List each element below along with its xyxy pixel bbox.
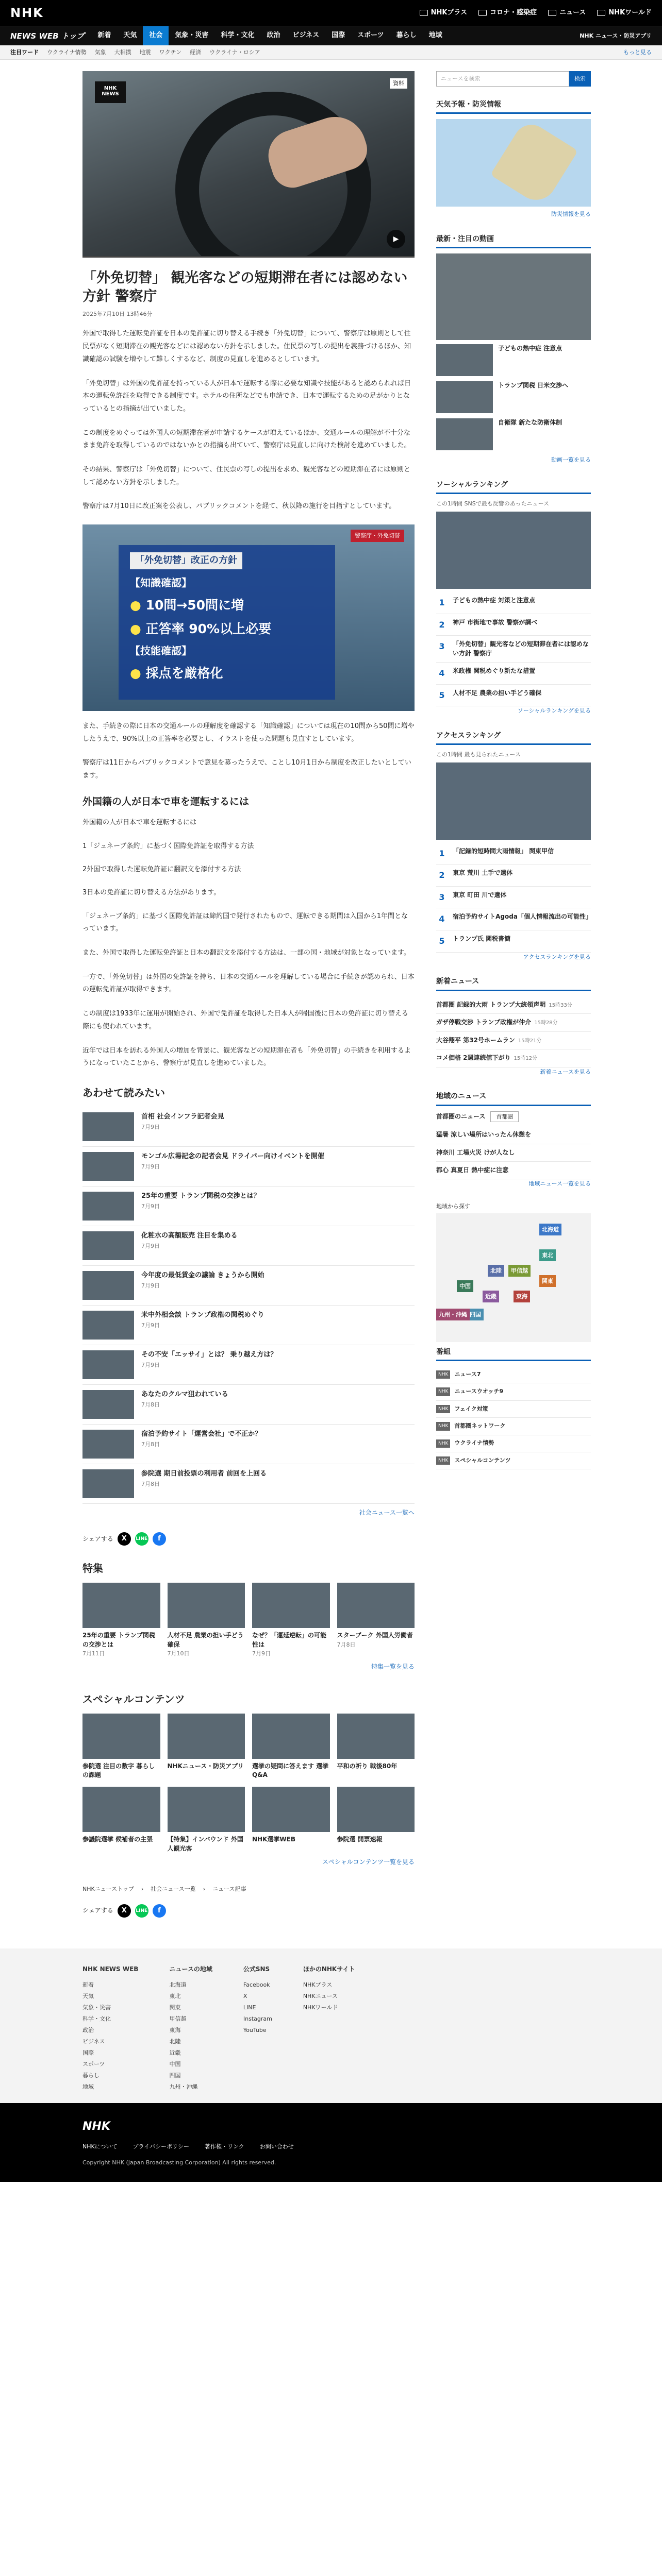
- nav-weather[interactable]: 天気: [123, 31, 137, 40]
- access-heading: アクセスランキング: [436, 729, 591, 745]
- list-item[interactable]: モンゴル広場記念の記者会見 ドライバー向けイベントを開催 7月9日: [82, 1147, 415, 1187]
- hot-word[interactable]: ウクライナ情勢: [47, 48, 87, 56]
- file-photo-badge: 資料: [390, 78, 407, 89]
- thumbnail: [82, 1112, 134, 1141]
- region-chugoku[interactable]: 中国: [457, 1280, 473, 1293]
- hot-word[interactable]: 大相撲: [114, 48, 131, 56]
- article-body: [82, 328, 415, 1070]
- footer-link[interactable]: 東海: [169, 2027, 181, 2034]
- news-item[interactable]: 神奈川 工場火災 けが人なし: [436, 1144, 591, 1162]
- list-item[interactable]: 宿泊予約サイト「運営会社」で不正か？ 7月8日: [82, 1425, 415, 1464]
- main-nav: [0, 26, 662, 45]
- region-kinki[interactable]: 近畿: [483, 1291, 499, 1303]
- local-tabs: [436, 1111, 591, 1123]
- news-item[interactable]: 大谷翔平 第32号ホームラン 15時21分: [436, 1032, 591, 1050]
- hot-word[interactable]: 気象: [94, 48, 106, 56]
- news-item[interactable]: コメ価格 2週連続値下がり 15時12分: [436, 1049, 591, 1067]
- breadcrumb-item[interactable]: 社会ニュース一覧: [151, 1886, 196, 1893]
- infographic-line: ● 採点を厳格化: [130, 665, 223, 681]
- article-paragraph: 警察庁は11日からパブリックコメントで意見を募ったうえで、ことし10月1日から制度を改正したいとしています。: [82, 759, 411, 780]
- nav-science[interactable]: 科学・文化: [221, 31, 255, 40]
- header-link-news[interactable]: ニュース: [548, 8, 586, 19]
- x-share-icon[interactable]: X: [118, 1532, 131, 1546]
- footer-col: NHK NEWS WEB 新着 天気 気象・災害 科学・文化 政治 ビジネス 国際 スポーツ 暮らし 地域: [82, 1963, 138, 2093]
- list-item[interactable]: 今年度の最低賃金の議論 きょうから開始 7月9日: [82, 1266, 415, 1306]
- thumbnail: [168, 1583, 245, 1628]
- article-paragraph: 近年では日本を訪れる外国人の増加を背景に、観光客などの短期滞在者も「外免切替」の手続きを利用するようになっていたことから、警察庁が見直しを進めていました。: [82, 1046, 411, 1067]
- share-label: シェアする: [82, 1907, 113, 1914]
- footer-link[interactable]: NHKについて: [82, 2143, 118, 2150]
- feature-grid: [82, 1583, 415, 1658]
- feature-card[interactable]: なぜ？「運延逆転」の可能性は 7月9日: [252, 1583, 330, 1658]
- new-more-link[interactable]: 新着ニュースを見る: [540, 1068, 591, 1075]
- thumbnail: [82, 1152, 134, 1181]
- footer-link[interactable]: 九州・沖縄: [169, 2083, 198, 2091]
- tv-icon: [420, 10, 428, 16]
- nav-life[interactable]: 暮らし: [396, 31, 417, 40]
- region-kyushu[interactable]: 九州・沖縄: [436, 1309, 470, 1321]
- list-item[interactable]: 米中外相会談 トランプ政権の関税めぐり 7月9日: [82, 1306, 415, 1345]
- special-card[interactable]: 選挙の疑問に答えます 選挙Q&A: [252, 1714, 330, 1780]
- article-date: 2025年7月10日 13時46分: [82, 310, 153, 317]
- program-item[interactable]: NHK ニュース7: [436, 1366, 591, 1383]
- footer-link[interactable]: 近畿: [169, 2049, 181, 2057]
- video-progress[interactable]: [82, 256, 415, 258]
- ranking-item[interactable]: 2 神戸 市街地で事故 警察が調べ: [436, 614, 591, 636]
- program-item[interactable]: NHK スペシャルコンテンツ: [436, 1452, 591, 1469]
- section-line: 2外国で取得した運転免許証に翻訳文を添付する方法: [82, 865, 241, 873]
- nav-international[interactable]: 国際: [332, 31, 345, 40]
- feature-card[interactable]: 人材不足 農業の担い手どう確保 7月10日: [168, 1583, 245, 1658]
- article-paragraph: また、手続きの際に日本の交通ルールの理解度を確認する「知識確認」については現在の10問から50問に増やしたうえで、90%以上の正答率を必要とし、イラストを使った問題も見直すとしています。: [82, 722, 415, 743]
- news-item[interactable]: ガザ停戦交渉 トランプ政権が仲介 15時28分: [436, 1014, 591, 1032]
- weather-more-link[interactable]: 防災情報を見る: [551, 211, 591, 218]
- article-paragraph: 警察庁は7月10日に改正案を公表し、パブリックコメントを経て、秋以降の施行を目指すとしています。: [82, 502, 396, 511]
- globe-icon: [597, 10, 605, 16]
- section-list: [82, 817, 415, 899]
- article-paragraph: 一方で、「外免切替」は外国の免許証を持ち、日本の交通ルールを理解している場合に手続きが認められ、日本の運転免許証が取得できます。: [82, 973, 415, 994]
- header-links: [420, 8, 652, 19]
- ranking-thumbnail[interactable]: [436, 512, 591, 589]
- article-title: 「外免切替」 観光客などの短期滞在者には認めない方針 警察庁: [82, 270, 408, 305]
- footer-link[interactable]: NHKワールド: [303, 2004, 338, 2011]
- footer-link[interactable]: ビジネス: [82, 2038, 105, 2045]
- infographic-line: ● 正答率 90%以上必要: [130, 621, 272, 636]
- footer-link[interactable]: スポーツ: [82, 2061, 105, 2068]
- top-bar: [0, 0, 662, 26]
- nhk-logo[interactable]: NHK: [10, 5, 44, 20]
- region-tohoku[interactable]: 東北: [539, 1249, 556, 1262]
- nhk-news-logo: NHK NEWS: [95, 81, 126, 103]
- thumbnail: [337, 1583, 415, 1628]
- search-box: [436, 71, 591, 87]
- ranking-heading: ソーシャルランキング: [436, 478, 591, 494]
- section-line: 1「ジュネーブ条約」に基づく国際免許証を取得する方法: [82, 842, 254, 850]
- program-item[interactable]: NHK ニュースウオッチ9: [436, 1383, 591, 1400]
- footer-link[interactable]: NHKプラス: [303, 1981, 333, 1989]
- region-hokuriku[interactable]: 北陸: [488, 1265, 504, 1277]
- nav-top[interactable]: NEWS WEB トップ: [10, 31, 85, 41]
- special-heading: スペシャルコンテンツ: [82, 1692, 185, 1705]
- article-paragraph: この制度は1933年に運用が開始され、外国で免許証を取得した日本人が帰国後に日本の免許証に切り替える際にも使われています。: [82, 1010, 408, 1030]
- footer-link[interactable]: 四国: [169, 2072, 181, 2079]
- access-more-link[interactable]: アクセスランキングを見る: [523, 953, 591, 960]
- thumbnail: [337, 1787, 415, 1832]
- region-hokkaido[interactable]: 北海道: [539, 1224, 561, 1236]
- thumbnail: [168, 1714, 245, 1759]
- feature-card[interactable]: 25年の重要 トランプ関税の交渉とは 7月11日: [82, 1583, 160, 1658]
- footer-link[interactable]: 気象・災害: [82, 2004, 111, 2011]
- news-icon: [548, 10, 556, 16]
- infographic-header: 「外免切替」改正の方針: [130, 552, 242, 569]
- facebook-share-icon[interactable]: f: [153, 1532, 166, 1546]
- infographic-sub: 【知識確認】: [130, 576, 192, 589]
- thumbnail: [252, 1714, 330, 1759]
- thumbnail: [436, 381, 493, 413]
- share-bar-bottom: [82, 1904, 415, 1918]
- map-label: 地域から探す: [436, 1202, 470, 1210]
- nav-disaster[interactable]: 気象・災害: [175, 31, 209, 40]
- news-item[interactable]: 首都圏 記録的大雨 トランプ大統領声明 15時33分: [436, 996, 591, 1014]
- breadcrumb-item[interactable]: NHKニューストップ: [82, 1886, 134, 1893]
- infographic-card: [119, 545, 335, 700]
- footer-link[interactable]: 甲信越: [169, 2015, 187, 2023]
- footer-bottom: [0, 2103, 662, 2182]
- line-share-icon[interactable]: LINE: [135, 1904, 148, 1918]
- section-heading: 外国籍の人が日本で車を運転するには: [82, 795, 250, 807]
- local-tab[interactable]: 首都圏のニュース: [436, 1112, 486, 1120]
- header-link-world[interactable]: NHKワールド: [597, 8, 652, 19]
- footer-link[interactable]: 地域: [82, 2083, 94, 2091]
- footer-link[interactable]: YouTube: [243, 2027, 267, 2034]
- hot-word[interactable]: 地震: [139, 48, 151, 56]
- thumbnail: [436, 344, 493, 376]
- line-share-icon[interactable]: LINE: [135, 1532, 148, 1546]
- footer-link[interactable]: Instagram: [243, 2015, 272, 2023]
- thumbnail: [436, 418, 493, 450]
- ranking-item[interactable]: 5 トランプ氏 関税書簡: [436, 930, 591, 953]
- search-input[interactable]: ニュースを検索: [436, 71, 569, 87]
- info-icon: [478, 10, 487, 16]
- feature-heading: 特集: [82, 1562, 103, 1575]
- video-heading: 最新・注目の動画: [436, 232, 591, 248]
- footer-link[interactable]: 北陸: [169, 2038, 181, 2045]
- ranking-item[interactable]: 1 子どもの熱中症 対策と注意点: [436, 592, 591, 614]
- program-list: [436, 1366, 591, 1469]
- facebook-share-icon[interactable]: f: [153, 1904, 166, 1918]
- nav-local[interactable]: 地域: [428, 31, 442, 40]
- thumbnail: [82, 1469, 134, 1498]
- nav-society[interactable]: 社会: [143, 26, 169, 45]
- special-card[interactable]: 平和の祈り 戦後80年: [337, 1714, 415, 1780]
- thumbnail: [82, 1787, 160, 1832]
- ranking-caption: この1時間 SNSで最も反響のあったニュース: [436, 500, 550, 507]
- special-card[interactable]: 参議院選挙 候補者の主張: [82, 1787, 160, 1853]
- footer-link[interactable]: X: [243, 1993, 247, 2000]
- local-heading: 地域のニュース: [436, 1090, 591, 1106]
- footer-bottom-links: [82, 2142, 580, 2152]
- special-grid: [82, 1714, 415, 1854]
- news-item[interactable]: 都心 真夏日 熱中症に注意: [436, 1162, 591, 1179]
- weather-map[interactable]: [436, 119, 591, 207]
- ranking-item[interactable]: 5 人材不足 農業の担い手どう確保: [436, 685, 591, 707]
- breadcrumb-item: ニュース記事: [212, 1886, 246, 1893]
- footer-link[interactable]: 著作権・リンク: [204, 2143, 244, 2150]
- article-paragraph: また、外国で取得した運転免許証と日本の翻訳文を添付する方法は、一部の国・地域が対象となっています。: [82, 949, 410, 957]
- hot-words-bar: [0, 45, 662, 60]
- thumbnail: [82, 1430, 134, 1459]
- thumbnail: [82, 1271, 134, 1300]
- hot-words-more[interactable]: もっと見る: [623, 48, 652, 56]
- special-card[interactable]: 参院選 開票速報: [337, 1787, 415, 1853]
- thumbnail: [82, 1583, 160, 1628]
- list-item[interactable]: 首相 社会インフラ記者会見 7月9日: [82, 1107, 415, 1147]
- footer-col: ほかのNHKサイト NHKプラス NHKニュース NHKワールド: [303, 1963, 355, 2093]
- access-thumbnail[interactable]: [436, 762, 591, 840]
- hot-word[interactable]: 経済: [190, 48, 202, 56]
- video-item[interactable]: 子どもの熱中症 注意点: [436, 344, 591, 376]
- article-column: [82, 71, 415, 1928]
- access-caption: この1時間 最も見られたニュース: [436, 751, 521, 758]
- share-bar: [82, 1532, 415, 1546]
- footer-link[interactable]: 科学・文化: [82, 2015, 111, 2023]
- thumbnail: [82, 1350, 134, 1379]
- japan-map-shape: [490, 118, 578, 208]
- footer-link[interactable]: LINE: [243, 2004, 256, 2011]
- thumbnail: [168, 1787, 245, 1832]
- x-share-icon[interactable]: X: [118, 1904, 131, 1918]
- thumbnail: [82, 1714, 160, 1759]
- ranking-item[interactable]: 1 「記録的短時間大雨情報」 関東甲信: [436, 843, 591, 865]
- section-line: 3日本の免許証に切り替える方法があります。: [82, 889, 221, 897]
- special-card[interactable]: NHK選挙WEB: [252, 1787, 330, 1853]
- list-item[interactable]: 25年の重要 トランプ関税の交渉とは？ 7月9日: [82, 1187, 415, 1226]
- footer-logo[interactable]: NHK: [82, 2120, 110, 2133]
- list-item[interactable]: 参院選 期日前投票の利用者 前回を上回る 7月8日: [82, 1464, 415, 1504]
- region-map: [436, 1213, 591, 1342]
- social-ranking: [436, 499, 591, 706]
- footer-col: ニュースの地域 北海道 東北 関東 甲信越 東海 北陸 近畿 中国 四国 九州・沖縄: [169, 1963, 212, 2093]
- region-select[interactable]: 首都圏: [490, 1111, 519, 1123]
- new-heading: 新着ニュース: [436, 975, 591, 991]
- footer-link[interactable]: プライバシーポリシー: [133, 2143, 189, 2150]
- ranking-item[interactable]: 4 宿泊予約サイトAgoda「個人情報流出の可能性」: [436, 908, 591, 930]
- special-card[interactable]: 参院選 注目の数字 暮らしの課題: [82, 1714, 160, 1780]
- list-item[interactable]: 化粧水の高額販売 注目を集める 7月9日: [82, 1226, 415, 1266]
- breadcrumb: NHKニューストップ › 社会ニュース一覧 › ニュース記事: [82, 1885, 415, 1894]
- header-link-corona[interactable]: コロナ・感染症: [478, 8, 537, 19]
- program-item[interactable]: NHK 首都圏ネットワーク: [436, 1418, 591, 1435]
- section-line: 外国籍の人が日本で車を運転するには: [82, 819, 197, 827]
- nav-new[interactable]: 新着: [97, 31, 111, 40]
- thumbnail: [337, 1714, 415, 1759]
- hot-words-label: 注目ワード: [10, 48, 39, 56]
- infographic-line: ● 10問→50問に増: [130, 597, 244, 613]
- footer-link[interactable]: 東北: [169, 1993, 181, 2000]
- video-item[interactable]: トランプ関税 日米交渉へ: [436, 381, 591, 413]
- ranking-item[interactable]: 3 東京 町田 川で遺体: [436, 887, 591, 909]
- video-item[interactable]: 自衛隊 新たな防衛体制: [436, 418, 591, 450]
- article-paragraph: 「ジュネーブ条約」に基づく国際免許証は締約国で発行されたもので、運転できる期間は入国から1年間となっています。: [82, 912, 408, 933]
- list-item[interactable]: その不安「エッサイ」とは？ 乗り越え方は？ 7月9日: [82, 1345, 415, 1385]
- related-more-link[interactable]: 社会ニュース一覧へ: [359, 1509, 415, 1516]
- footer-link[interactable]: 中国: [169, 2061, 181, 2068]
- news-item[interactable]: 猛暑 涼しい場所はいったん休憩を: [436, 1126, 591, 1144]
- footer-link[interactable]: 暮らし: [82, 2072, 100, 2079]
- special-more-link[interactable]: スペシャルコンテンツ一覧を見る: [322, 1858, 415, 1866]
- ranking-item[interactable]: 4 米政権 関税めぐり新たな措置: [436, 663, 591, 685]
- thumbnail: [252, 1583, 330, 1628]
- footer-col: 公式SNS Facebook X LINE Instagram YouTube: [243, 1963, 272, 2093]
- thumbnail: [82, 1311, 134, 1340]
- infographic-tag: 警察庁・外免切替: [351, 530, 404, 542]
- footer-link[interactable]: 北海道: [169, 1981, 187, 1989]
- video-thumbnail[interactable]: [436, 253, 591, 340]
- article-paragraph: 外国で取得した運転免許証を日本の免許証に切り替える手続き「外免切替」について、警察庁は原則として住民票がなく短期滞在の観光客などには認めない方針を示しました。住民票の写しの提出を義務づけるほか、知識確認の試験を増やして難しくするなど、制度の見直しを進めるとしています。: [82, 330, 411, 363]
- footer-link[interactable]: 新着: [82, 1981, 94, 1989]
- footer-link[interactable]: 国際: [82, 2049, 94, 2057]
- feature-card[interactable]: スターブーク 外国人労働者 7月8日: [337, 1583, 415, 1658]
- hero-video[interactable]: [82, 71, 415, 258]
- nav-business[interactable]: ビジネス: [292, 31, 320, 40]
- nav-politics[interactable]: 政治: [267, 31, 280, 40]
- footer-link[interactable]: Facebook: [243, 1981, 270, 1989]
- ranking-item[interactable]: 3 「外免切替」観光客などの短期滞在者には認めない方針 警察庁: [436, 636, 591, 663]
- new-news-list: [436, 996, 591, 1067]
- region-koshinetsu[interactable]: 甲信越: [508, 1265, 531, 1277]
- footer-link[interactable]: NHKニュース: [303, 1993, 338, 2000]
- local-more-link[interactable]: 地域ニュース一覧を見る: [528, 1180, 591, 1188]
- hot-word[interactable]: ワクチン: [159, 48, 182, 56]
- related-list: [82, 1107, 415, 1504]
- nav-sports[interactable]: スポーツ: [357, 31, 384, 40]
- local-news-list: [436, 1126, 591, 1179]
- nav-app-link[interactable]: NHK ニュース・防災アプリ: [580, 32, 652, 39]
- hot-word[interactable]: ウクライナ・ロシア: [209, 48, 260, 56]
- article-paragraph: 「外免切替」は外国の免許証を持っている人が日本で運転する際に必要な知識や技能があると認められれば日本の運転免許証を取得できる制度です。ホテルの住所などでも申請でき、日本で運転するための足がかりとなっているとの指摘が出ていました。: [82, 379, 411, 413]
- region-shikoku[interactable]: 四国: [467, 1309, 484, 1321]
- region-kanto[interactable]: 関東: [539, 1275, 556, 1287]
- play-icon[interactable]: ▶: [387, 230, 405, 248]
- video-more-link[interactable]: 動画一覧を見る: [551, 456, 591, 464]
- article-paragraph: その結果、警察庁は「外免切替」について、住民票の写しの提出を求め、観光客などの短期滞在者には原則として認めない方針を示しました。: [82, 465, 410, 486]
- infographic-video[interactable]: [82, 524, 415, 711]
- ranking-item[interactable]: 2 東京 荒川 土手で遺体: [436, 865, 591, 887]
- program-heading: 番組: [436, 1345, 591, 1361]
- video-list: [436, 253, 591, 450]
- site-footer: [0, 1948, 662, 2103]
- footer-link[interactable]: 政治: [82, 2027, 94, 2034]
- header-link-plus[interactable]: NHKプラス: [420, 8, 467, 19]
- thumbnail: [252, 1787, 330, 1832]
- ranking-more-link[interactable]: ソーシャルランキングを見る: [517, 707, 591, 715]
- special-card[interactable]: NHKニュース・防災アプリ: [168, 1714, 245, 1780]
- list-item[interactable]: あなたのクルマ狙われている 7月8日: [82, 1385, 415, 1425]
- share-label: シェアする: [82, 1535, 113, 1543]
- feature-more-link[interactable]: 特集一覧を見る: [371, 1663, 415, 1671]
- thumbnail: [82, 1192, 134, 1221]
- thumbnail: [82, 1231, 134, 1260]
- footer-link[interactable]: 天気: [82, 1993, 94, 2000]
- access-ranking: [436, 750, 591, 953]
- search-button[interactable]: 検索: [569, 71, 591, 87]
- region-tokai[interactable]: 東海: [514, 1291, 530, 1303]
- program-item[interactable]: NHK ウクライナ情勢: [436, 1435, 591, 1452]
- special-card[interactable]: 【特集】インバウンド 外国人観光客: [168, 1787, 245, 1853]
- infographic-sub: 【技能確認】: [130, 644, 192, 657]
- sidebar: [436, 71, 591, 1928]
- copyright: Copyright NHK (Japan Broadcasting Corporation) All rights reserved.: [82, 2159, 276, 2166]
- article-paragraph: この制度をめぐっては外国人の短期滞在者が申請するケースが増えているほか、交通ルールの理解が不十分なまま免許を取得しているのではないかとの指摘も出ていて、警察庁は見直しに向けた検討を進めていました。: [82, 429, 411, 450]
- related-heading: あわせて読みたい: [82, 1086, 165, 1099]
- program-item[interactable]: NHK フェイク対策: [436, 1401, 591, 1418]
- thumbnail: [82, 1390, 134, 1419]
- footer-link[interactable]: お問い合わせ: [259, 2143, 294, 2150]
- weather-heading: 天気予報・防災情報: [436, 98, 591, 114]
- footer-link[interactable]: 関東: [169, 2004, 181, 2011]
